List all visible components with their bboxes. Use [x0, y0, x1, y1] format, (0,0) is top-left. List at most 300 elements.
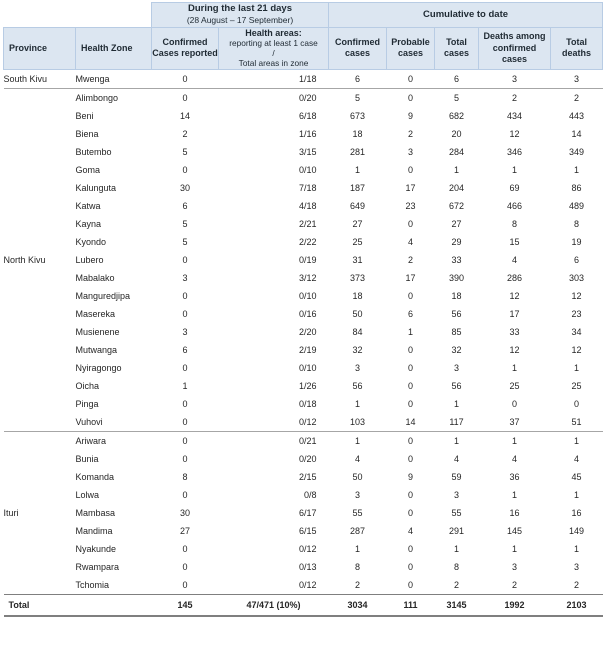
- row-confirmed-reported: 3: [182, 272, 188, 283]
- row-deaths-among-confirmed: 1: [512, 362, 518, 373]
- header-column-row: [4, 27, 603, 69]
- row-cumulative-probable: 0: [408, 380, 414, 391]
- row-health-areas: 2/19: [298, 344, 317, 355]
- row-cumulative-probable: 0: [408, 362, 414, 373]
- total-healthzone-blank: [76, 594, 152, 616]
- row-cumulative-confirmed: 1: [355, 398, 361, 409]
- row-total-deaths: 2: [574, 579, 580, 590]
- row-health-zone: Mambasa: [75, 507, 116, 518]
- row-cumulative-total: 56: [451, 308, 462, 319]
- row-deaths-among-confirmed: 25: [509, 380, 520, 391]
- row-province: North Kivu: [4, 88, 76, 431]
- header-group-last21days: [152, 3, 329, 28]
- header-group-cumulative-label: Cumulative to date: [423, 8, 509, 20]
- row-health-zone: Biena: [75, 128, 99, 139]
- row-cumulative-total: 1: [454, 398, 460, 409]
- row-confirmed-reported: 0: [182, 489, 188, 500]
- row-confirmed-reported: 8: [182, 471, 188, 482]
- row-confirmed-reported: 0: [182, 362, 188, 373]
- row-cumulative-probable: 0: [408, 453, 414, 464]
- table-row: [4, 197, 603, 215]
- row-cumulative-total: 117: [449, 416, 464, 427]
- row-total-deaths: 8: [574, 218, 580, 229]
- total-label: Total: [4, 594, 76, 616]
- row-total-deaths: 1: [551, 431, 603, 450]
- row-total-deaths: 12: [571, 290, 582, 301]
- row-cumulative-probable: 17: [405, 272, 416, 283]
- row-deaths-among-confirmed: 1: [479, 431, 551, 450]
- row-cumulative-probable: 9: [408, 110, 414, 121]
- row-total-deaths: 12: [571, 344, 582, 355]
- row-health-areas: 0/10: [298, 164, 317, 175]
- table-row: [4, 269, 603, 287]
- row-health-zone: Katwa: [75, 200, 101, 211]
- row-cumulative-probable: 0: [408, 290, 414, 301]
- row-deaths-among-confirmed: 4: [512, 254, 518, 265]
- row-confirmed-reported: 0: [182, 290, 188, 301]
- row-health-zone: Nyiragongo: [75, 362, 122, 373]
- row-total-deaths: 14: [571, 128, 582, 139]
- row-cumulative-total: 1: [454, 543, 460, 554]
- row-health-zone: Lubero: [75, 254, 104, 265]
- row-cumulative-probable: 3: [408, 146, 414, 157]
- header-cumulative-probable: Probable cases: [387, 27, 435, 69]
- row-health-zone: Musienene: [75, 326, 120, 337]
- row-total-deaths: 23: [571, 308, 582, 319]
- row-confirmed-reported: 0: [182, 254, 188, 265]
- header-group-last21days-line1: During the last 21 days: [188, 3, 293, 14]
- row-health-areas: 6/18: [298, 110, 317, 121]
- row-total-deaths: 1: [574, 489, 580, 500]
- row-health-zone: Pinga: [75, 398, 99, 409]
- row-cumulative-probable: 4: [408, 236, 414, 247]
- ebola-summary-table: [3, 2, 603, 617]
- row-cumulative-confirmed: 5: [329, 88, 387, 107]
- row-health-zone: Mwenga: [76, 69, 152, 88]
- row-total-deaths: 2: [551, 88, 603, 107]
- table-row: [4, 450, 603, 468]
- row-confirmed-reported: 14: [179, 110, 190, 121]
- row-cumulative-probable: 23: [405, 200, 416, 211]
- row-cumulative-probable: 0: [408, 344, 414, 355]
- row-health-zone: Mandima: [75, 525, 113, 536]
- row-deaths-among-confirmed: 1: [512, 543, 518, 554]
- row-health-areas: 2/21: [298, 218, 317, 229]
- table-row: [4, 468, 603, 486]
- row-confirmed-reported: 0: [152, 88, 219, 107]
- header-health-areas: [219, 27, 329, 69]
- row-cumulative-total: 390: [449, 272, 465, 283]
- row-province: South Kivu: [4, 69, 76, 88]
- table-row: [4, 359, 603, 377]
- row-deaths-among-confirmed: 12: [509, 344, 520, 355]
- table-header: [4, 3, 603, 70]
- header-cumulative-confirmed: Confirmed cases: [329, 27, 387, 69]
- row-health-zone: Manguredjipa: [75, 290, 131, 301]
- total-row: [4, 594, 603, 616]
- row-health-zone: Goma: [75, 164, 101, 175]
- table-row: [4, 305, 603, 323]
- row-health-zone: Kalunguta: [75, 182, 117, 193]
- row-health-zone: Kyondo: [75, 236, 107, 247]
- total-areas: 47/471 (10%): [219, 594, 329, 616]
- row-confirmed-reported: 0: [182, 453, 188, 464]
- row-cumulative-total: 56: [451, 380, 462, 391]
- row-confirmed-reported: 27: [179, 525, 190, 536]
- header-group-cumulative: [329, 3, 603, 28]
- row-cumulative-total: 6: [435, 69, 479, 88]
- header-blank-healthzone: [76, 3, 152, 28]
- row-total-deaths: 51: [571, 416, 582, 427]
- table-row: [4, 233, 603, 251]
- row-health-areas: 2/20: [298, 326, 317, 337]
- row-cumulative-probable: 4: [408, 525, 414, 536]
- row-health-zone: Lolwa: [75, 489, 100, 500]
- row-cumulative-probable: 0: [408, 218, 414, 229]
- row-health-areas: 0/18: [298, 398, 317, 409]
- row-cumulative-confirmed: 1: [355, 164, 361, 175]
- header-blank-province: [4, 3, 76, 28]
- row-deaths-among-confirmed: 2: [479, 88, 551, 107]
- row-confirmed-reported: 3: [182, 326, 188, 337]
- row-health-areas: 0/19: [298, 254, 317, 265]
- total-confirmed: 3034: [329, 594, 387, 616]
- header-deaths-among-confirmed: Deaths among confirmed cases: [479, 27, 551, 69]
- row-health-areas: 2/15: [298, 471, 317, 482]
- row-confirmed-reported: 0: [182, 561, 188, 572]
- table-footer: [4, 594, 603, 616]
- header-health-areas-line3: /: [272, 47, 275, 58]
- row-total-deaths: 86: [571, 182, 582, 193]
- header-province: Province: [4, 27, 76, 69]
- row-health-areas: 0/12: [298, 579, 317, 590]
- row-total-deaths: 4: [574, 453, 580, 464]
- row-deaths-among-confirmed: 69: [509, 182, 520, 193]
- row-cumulative-confirmed: 27: [352, 218, 363, 229]
- row-cumulative-total: 5: [435, 88, 479, 107]
- header-group-row: [4, 3, 603, 28]
- row-total-deaths: 149: [569, 525, 585, 536]
- row-deaths-among-confirmed: 1: [512, 489, 518, 500]
- row-cumulative-total: 3: [454, 362, 460, 373]
- row-health-areas: 0/12: [298, 416, 317, 427]
- row-cumulative-total: 85: [451, 326, 462, 337]
- row-cumulative-probable: 2: [408, 128, 414, 139]
- row-total-deaths: 443: [569, 110, 585, 121]
- table-row: [4, 558, 603, 576]
- row-cumulative-total: 1: [454, 164, 460, 175]
- row-cumulative-confirmed: 373: [350, 272, 366, 283]
- row-total-deaths: 45: [571, 471, 582, 482]
- row-total-deaths: 19: [571, 236, 582, 247]
- row-total-deaths: 1: [574, 362, 580, 373]
- table-row: [4, 69, 603, 88]
- row-total-deaths: 0: [574, 398, 580, 409]
- row-confirmed-reported: 2: [182, 128, 188, 139]
- row-health-zone: Nyakunde: [75, 543, 117, 554]
- table-row: [4, 251, 603, 269]
- row-total-deaths: 6: [574, 254, 580, 265]
- row-cumulative-confirmed: 1: [355, 543, 361, 554]
- row-cumulative-total: 682: [449, 110, 465, 121]
- row-health-areas: 3/12: [298, 272, 317, 283]
- row-cumulative-total: 291: [449, 525, 465, 536]
- row-health-areas: 4/18: [298, 200, 317, 211]
- header-total-deaths: Total deaths: [551, 27, 603, 69]
- row-health-areas: 1/18: [219, 69, 329, 88]
- row-health-zone: Komanda: [75, 471, 115, 482]
- table-row: [4, 323, 603, 341]
- row-confirmed-reported: 0: [182, 416, 188, 427]
- row-deaths-among-confirmed: 1: [512, 164, 518, 175]
- row-cumulative-confirmed: 1: [329, 431, 387, 450]
- row-cumulative-total: 1: [435, 431, 479, 450]
- row-province: Ituri: [4, 431, 76, 594]
- row-cumulative-probable: 0: [408, 579, 414, 590]
- row-cumulative-confirmed: 56: [352, 380, 363, 391]
- row-cumulative-confirmed: 8: [355, 561, 361, 572]
- row-total-deaths: 489: [569, 200, 585, 211]
- table-row: [4, 431, 603, 450]
- row-cumulative-probable: 0: [408, 489, 414, 500]
- row-cumulative-confirmed: 18: [352, 128, 363, 139]
- row-health-zone: Tchomia: [75, 579, 110, 590]
- row-cumulative-probable: 0: [387, 88, 435, 107]
- row-cumulative-total: 284: [449, 146, 465, 157]
- row-confirmed-reported: 0: [152, 69, 219, 88]
- row-cumulative-probable: 0: [387, 431, 435, 450]
- row-confirmed-reported: 0: [182, 398, 188, 409]
- row-health-areas: 6/17: [298, 507, 317, 518]
- row-total-deaths: 16: [571, 507, 582, 518]
- row-cumulative-confirmed: 50: [352, 471, 363, 482]
- table-row: [4, 377, 603, 395]
- row-cumulative-confirmed: 50: [352, 308, 363, 319]
- row-health-zone: Ariwara: [76, 431, 152, 450]
- header-health-areas-line4: Total areas in zone: [238, 57, 309, 68]
- row-cumulative-confirmed: 2: [355, 579, 361, 590]
- row-cumulative-total: 33: [451, 254, 462, 265]
- total-deaths-among-confirmed: 1992: [479, 594, 551, 616]
- row-deaths-among-confirmed: 17: [509, 308, 520, 319]
- row-health-zone: Masereka: [75, 308, 116, 319]
- row-cumulative-total: 29: [451, 236, 462, 247]
- row-health-zone: Alimbongo: [76, 88, 152, 107]
- row-deaths-among-confirmed: 33: [509, 326, 520, 337]
- row-cumulative-confirmed: 25: [352, 236, 363, 247]
- row-cumulative-probable: 17: [405, 182, 416, 193]
- row-cumulative-probable: 0: [408, 561, 414, 572]
- row-confirmed-reported: 5: [182, 146, 188, 157]
- row-deaths-among-confirmed: 286: [507, 272, 523, 283]
- row-total-deaths: 3: [574, 561, 580, 572]
- row-health-areas: 2/22: [298, 236, 317, 247]
- row-health-areas: 0/21: [219, 431, 329, 450]
- header-health-areas-line1: Health areas:: [245, 27, 302, 38]
- table-row: [4, 107, 603, 125]
- row-health-areas: 0/20: [219, 88, 329, 107]
- row-cumulative-total: 59: [451, 471, 462, 482]
- total-total-cases: 3145: [435, 594, 479, 616]
- row-total-deaths: 349: [569, 146, 585, 157]
- row-cumulative-probable: 9: [408, 471, 414, 482]
- row-total-deaths: 34: [571, 326, 582, 337]
- table-row: [4, 287, 603, 305]
- row-total-deaths: 1: [574, 543, 580, 554]
- row-health-zone: Rwampara: [75, 561, 120, 572]
- row-deaths-among-confirmed: 145: [507, 525, 523, 536]
- row-health-areas: 0/10: [298, 362, 317, 373]
- row-cumulative-confirmed: 281: [350, 146, 366, 157]
- row-health-areas: 6/15: [298, 525, 317, 536]
- row-cumulative-probable: 0: [408, 164, 414, 175]
- row-deaths-among-confirmed: 434: [507, 110, 523, 121]
- row-cumulative-total: 204: [449, 182, 465, 193]
- row-cumulative-probable: 0: [408, 543, 414, 554]
- row-cumulative-total: 2: [454, 579, 460, 590]
- row-deaths-among-confirmed: 2: [512, 579, 518, 590]
- row-deaths-among-confirmed: 12: [509, 290, 520, 301]
- row-confirmed-reported: 6: [182, 200, 188, 211]
- table-row: [4, 540, 603, 558]
- row-deaths-among-confirmed: 15: [509, 236, 520, 247]
- row-total-deaths: 1: [574, 164, 580, 175]
- header-cumulative-total: Total cases: [435, 27, 479, 69]
- row-cumulative-probable: 1: [408, 326, 414, 337]
- row-cumulative-probable: 14: [405, 416, 416, 427]
- row-deaths-among-confirmed: 466: [507, 200, 523, 211]
- row-cumulative-confirmed: 673: [350, 110, 366, 121]
- row-cumulative-probable: 0: [387, 69, 435, 88]
- row-confirmed-reported: 0: [182, 308, 188, 319]
- row-total-deaths: 3: [551, 69, 603, 88]
- row-cumulative-confirmed: 3: [355, 489, 361, 500]
- row-deaths-among-confirmed: 0: [512, 398, 518, 409]
- row-cumulative-total: 27: [451, 218, 462, 229]
- row-cumulative-confirmed: 287: [350, 525, 366, 536]
- row-cumulative-probable: 0: [408, 398, 414, 409]
- row-deaths-among-confirmed: 12: [509, 128, 520, 139]
- row-confirmed-reported: 30: [179, 507, 190, 518]
- table-row: [4, 504, 603, 522]
- row-cumulative-probable: 2: [408, 254, 414, 265]
- header-group-last21days-daterange: (28 August – 17 September): [186, 14, 294, 25]
- row-total-deaths: 25: [571, 380, 582, 391]
- row-cumulative-confirmed: 3: [355, 362, 361, 373]
- row-confirmed-reported: 5: [182, 218, 188, 229]
- row-health-zone: Vuhovi: [75, 416, 103, 427]
- header-health-zone: Health Zone: [76, 27, 152, 69]
- row-cumulative-probable: 0: [408, 507, 414, 518]
- row-health-areas: 0/8: [304, 489, 317, 500]
- row-cumulative-total: 672: [449, 200, 465, 211]
- row-cumulative-confirmed: 187: [350, 182, 366, 193]
- row-cumulative-confirmed: 31: [352, 254, 363, 265]
- row-deaths-among-confirmed: 8: [512, 218, 518, 229]
- table-row: [4, 179, 603, 197]
- table-row: [4, 486, 603, 504]
- row-total-deaths: 303: [569, 272, 585, 283]
- total-probable: 111: [387, 594, 435, 616]
- row-cumulative-confirmed: 6: [329, 69, 387, 88]
- row-cumulative-total: 55: [451, 507, 462, 518]
- row-confirmed-reported: 0: [182, 579, 188, 590]
- table-row: [4, 215, 603, 233]
- table-row: [4, 88, 603, 107]
- row-deaths-among-confirmed: 4: [512, 453, 518, 464]
- table-row: [4, 576, 603, 595]
- table-row: [4, 143, 603, 161]
- total-reported: 145: [152, 594, 219, 616]
- row-cumulative-confirmed: 32: [352, 344, 363, 355]
- row-cumulative-confirmed: 4: [355, 453, 361, 464]
- row-health-zone: Butembo: [75, 146, 112, 157]
- row-health-zone: Beni: [75, 110, 94, 121]
- row-confirmed-reported: 5: [182, 236, 188, 247]
- row-cumulative-total: 18: [451, 290, 462, 301]
- row-health-zone: Bunia: [75, 453, 99, 464]
- row-deaths-among-confirmed: 37: [509, 416, 520, 427]
- row-health-areas: 1/16: [298, 128, 317, 139]
- row-cumulative-total: 20: [451, 128, 462, 139]
- table-row: [4, 413, 603, 432]
- row-cumulative-total: 3: [454, 489, 460, 500]
- total-deaths: 2103: [551, 594, 603, 616]
- table-row: [4, 125, 603, 143]
- header-health-areas-line2: reporting at least 1 case: [229, 38, 318, 48]
- row-confirmed-reported: 6: [182, 344, 188, 355]
- row-deaths-among-confirmed: 3: [512, 561, 518, 572]
- row-health-areas: 1/26: [298, 380, 317, 391]
- table-row: [4, 341, 603, 359]
- row-confirmed-reported: 0: [152, 431, 219, 450]
- row-confirmed-reported: 30: [179, 182, 190, 193]
- row-deaths-among-confirmed: 346: [507, 146, 523, 157]
- row-health-areas: 0/13: [298, 561, 317, 572]
- row-confirmed-reported: 0: [182, 543, 188, 554]
- row-cumulative-confirmed: 84: [352, 326, 363, 337]
- row-deaths-among-confirmed: 3: [479, 69, 551, 88]
- row-deaths-among-confirmed: 36: [509, 471, 520, 482]
- row-cumulative-total: 32: [451, 344, 462, 355]
- row-cumulative-confirmed: 55: [352, 507, 363, 518]
- table-body: [4, 69, 603, 594]
- row-confirmed-reported: 1: [182, 380, 188, 391]
- row-cumulative-confirmed: 649: [350, 200, 366, 211]
- row-health-areas: 0/10: [298, 290, 317, 301]
- row-cumulative-total: 4: [454, 453, 460, 464]
- table-row: [4, 161, 603, 179]
- table-row: [4, 395, 603, 413]
- row-health-zone: Mabalako: [75, 272, 115, 283]
- row-cumulative-total: 8: [454, 561, 460, 572]
- row-cumulative-confirmed: 18: [352, 290, 363, 301]
- row-cumulative-probable: 6: [408, 308, 414, 319]
- table-row: [4, 522, 603, 540]
- row-health-areas: 7/18: [298, 182, 317, 193]
- row-health-zone: Oicha: [75, 380, 100, 391]
- row-health-areas: 0/12: [298, 543, 317, 554]
- header-confirmed-cases-reported: Confirmed Cases reported: [152, 27, 219, 69]
- row-health-areas: 3/15: [298, 146, 317, 157]
- row-health-zone: Mutwanga: [75, 344, 118, 355]
- row-confirmed-reported: 0: [182, 164, 188, 175]
- row-health-areas: 0/20: [298, 453, 317, 464]
- row-deaths-among-confirmed: 16: [509, 507, 520, 518]
- row-health-areas: 0/16: [298, 308, 317, 319]
- row-health-zone: Kayna: [75, 218, 102, 229]
- row-cumulative-confirmed: 103: [350, 416, 366, 427]
